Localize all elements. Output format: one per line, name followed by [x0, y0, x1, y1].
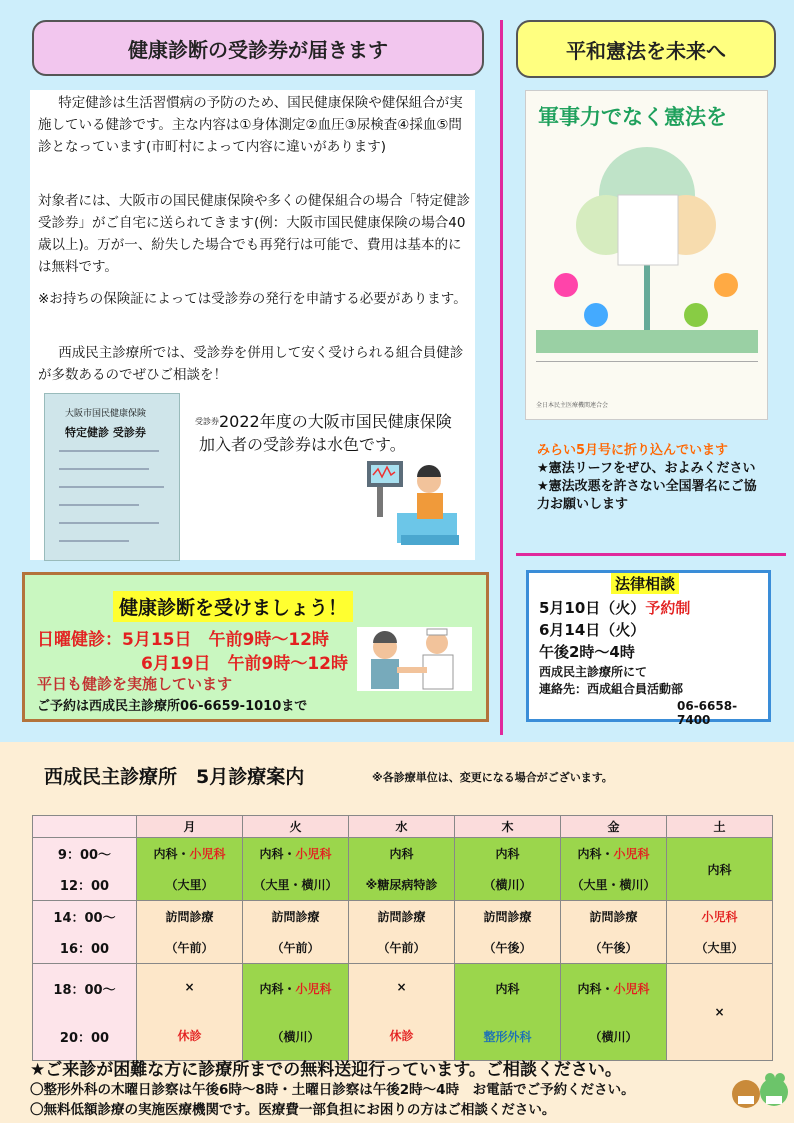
cell-service: 訪問診療: [165, 910, 214, 924]
cell-pediatrics: 小児科: [295, 847, 332, 861]
checkup-box: [22, 572, 489, 722]
schedule-cell: [137, 838, 243, 901]
cell-pediatrics: 小児科: [295, 981, 332, 996]
schedule-cell: [455, 838, 561, 901]
schedule-cell: [349, 964, 455, 1061]
legal-date-1: 5月10日（火）予約制: [539, 599, 691, 617]
footer-line-2: 〇整形外科の木曜日診察は午後6時～8時・土曜日診察は午後2時～4時 お電話でご予約ください。: [30, 1082, 635, 1098]
schedule-cell: [667, 964, 773, 1061]
cell-note: （午後）: [483, 941, 532, 955]
mirai-line3: ★憲法改悪を許さない全国署名にご協力お願いします: [537, 479, 757, 512]
cell-service: 訪問診療: [483, 910, 532, 924]
day-header: 木: [455, 816, 561, 838]
cell-note: 整形外科: [483, 1029, 532, 1044]
time-label: 9：00～: [57, 848, 112, 863]
cell-note: （午後）: [589, 941, 638, 955]
legal-contact: 連絡先：西成組合員活動部: [539, 682, 684, 696]
ticket-subtitle: 大阪市国民健康保険: [65, 409, 147, 419]
pink-divider-horizontal: [516, 553, 786, 556]
legal-title: 法律相談: [611, 573, 679, 594]
cell-service: ×: [184, 980, 195, 995]
doctor-illustration: [357, 627, 472, 691]
poster-artwork: [536, 135, 758, 353]
cell-note: ※糖尿病特診: [365, 878, 438, 892]
cell-service: 内科: [707, 862, 732, 877]
schedule-cell: [455, 901, 561, 964]
cell-service: [667, 908, 772, 925]
ticket-note-line2: 加入者の受診券は水色です。: [199, 435, 406, 454]
paragraph-2: 対象者には、大阪市の国民健康保険や多くの健保組合の場合「特定健診受診券」がご自宅に送られてきます(例：大阪市国民健康保険の場合40歳以上)。万が一、紛失した場合でも再発行は可能で、費用は基本的には無料です。: [38, 193, 470, 275]
mirai-line1: みらい5月号に折り込んでいます: [537, 443, 729, 458]
day-header: 水: [349, 816, 455, 838]
schedule-cell: [349, 838, 455, 901]
cell-service: ×: [714, 1005, 725, 1019]
time-slot-cell: [33, 901, 137, 964]
cell-service: 内科・小児科: [577, 847, 650, 861]
schedule-cell: [561, 838, 667, 901]
time-label: 20：00: [59, 1030, 110, 1046]
legal-time: 午後2時～4時: [539, 643, 635, 661]
cell-note: （午前）: [377, 941, 426, 955]
schedule-cell: [667, 901, 773, 964]
schedule-header-row: [33, 816, 773, 838]
cell-service: 内科・小児科: [577, 981, 650, 996]
day-header: 月: [137, 816, 243, 838]
cell-note: （大里・横川）: [571, 878, 656, 892]
cell-pediatrics: 小児科: [189, 847, 226, 861]
schedule-cell: [137, 901, 243, 964]
schedule-note: ※各診療単位は、変更になる場合がございます。: [372, 771, 613, 784]
ticket-note-line1: 2022年度の大阪市国民健康保険: [219, 412, 452, 431]
ticket-note-label: 受診券: [195, 417, 219, 426]
cell-service: 内科: [495, 847, 520, 861]
cell-service: ×: [396, 980, 407, 995]
cell-service: 訪問診療: [377, 910, 426, 924]
schedule-row: [33, 838, 773, 901]
weekday-checkup: 平日も健診を実施しています: [37, 675, 233, 693]
schedule-cell: [561, 901, 667, 964]
legal-place: 西成民主診療所にて: [539, 665, 648, 679]
cell-closed: [349, 1027, 454, 1044]
reservation-info: ご予約は西成民主診療所06-6659-1010まで: [37, 699, 308, 714]
cell-service: 内科・小児科: [153, 847, 226, 861]
time-label: 12：00: [59, 879, 110, 894]
time-label: 14：00～: [53, 911, 116, 926]
cell-pediatrics: 小児科: [701, 910, 738, 924]
sunday-date-2: 6月19日 午前9時～12時: [141, 654, 348, 674]
cell-note: （大里・横川）: [253, 878, 338, 892]
sunday-checkup: 日曜健診：5月15日 午前9時～12時: [37, 630, 329, 650]
schedule-cell: [243, 838, 349, 901]
legal-phone: 06-6658-7400: [677, 699, 738, 727]
time-slot-cell: [33, 838, 137, 901]
cell-note: （横川）: [271, 1029, 320, 1044]
paragraph-1: 特定健診は生活習慣病の予防のため、国民健康保険や健保組合が実施している健診です。主な内容は①身体測定②血圧③尿検査④採血⑤問診となっています(市町村によって内容に違いがあります): [38, 95, 463, 155]
ticket-title: 特定健診 受診券: [65, 426, 146, 439]
constitution-header: 平和憲法を未来へ: [516, 20, 776, 78]
footer-line-1: ★ご来診が困難な方に診療所までの無料送迎行っています。ご相談ください。: [30, 1060, 622, 1080]
legal-date-2: 6月14日（火）: [539, 621, 646, 639]
schedule-section: [0, 742, 794, 1123]
day-header: 土: [667, 816, 773, 838]
cell-service: 内科・小児科: [259, 847, 332, 861]
schedule-cell: [561, 964, 667, 1061]
schedule-title: 西成民主診療所 5月診療案内: [44, 766, 305, 788]
schedule-table: [32, 815, 773, 1061]
ticket-note: [195, 410, 452, 456]
checkup-box-title: 健康診断を受けましょう！: [113, 591, 353, 622]
time-slot-cell: [33, 964, 137, 1061]
poster-footer: [536, 361, 758, 413]
ticket-image: [44, 393, 180, 561]
schedule-row: [33, 964, 773, 1061]
constitution-poster: [525, 90, 768, 420]
cell-service: 訪問診療: [271, 910, 320, 924]
pink-divider-vertical: [500, 20, 503, 735]
schedule-cell: [137, 964, 243, 1061]
sunday-date-1: 5月15日 午前9時～12時: [122, 630, 329, 650]
footer-line-3: 〇無料低額診療の実施医療機関です。医療費一部負担にお困りの方はご相談ください。: [30, 1102, 556, 1118]
cell-note: （午前）: [271, 941, 320, 955]
schedule-cell: [243, 964, 349, 1061]
cell-note: （横川）: [483, 878, 532, 892]
cell-service: 内科: [495, 981, 520, 996]
patient-illustration: [357, 453, 460, 553]
paragraph-3: ※お持ちの保険証によっては受診券の発行を申請する必要があります。: [38, 291, 467, 307]
legal-consultation-box: [526, 570, 771, 727]
cell-service: 訪問診療: [589, 910, 638, 924]
cell-note: （大里）: [165, 878, 214, 892]
schedule-cell: [243, 901, 349, 964]
mirai-line2: ★憲法リーフをぜひ、およみください: [537, 461, 756, 476]
poster-title: 軍事力でなく憲法を: [538, 105, 727, 129]
time-label: 16：00: [59, 942, 110, 957]
schedule-cell: [667, 838, 773, 901]
poster-publisher: 全日本民主医療機関連合会: [536, 402, 609, 409]
cell-pediatrics: 小児科: [613, 847, 650, 861]
cell-closed: [137, 1027, 242, 1044]
cell-service: 内科: [389, 847, 414, 861]
cell-pediatrics: 小児科: [613, 981, 650, 996]
cell-service: 内科・小児科: [259, 981, 332, 996]
cell-note: （大里）: [695, 941, 744, 955]
paragraph-4: 西成民主診療所では、受診券を併用して安く受けられる組合員健診が多数あるのでぜひご相談を！: [38, 345, 464, 383]
cell-pediatrics: 休診: [177, 1028, 202, 1043]
schedule-row: [33, 901, 773, 964]
cell-pediatrics: 休診: [389, 1028, 414, 1043]
cell-note: （横川）: [589, 1029, 638, 1044]
checkup-header: 健康診断の受診券が届きます: [32, 20, 484, 76]
day-header: 火: [243, 816, 349, 838]
schedule-cell: [349, 901, 455, 964]
day-header: 金: [561, 816, 667, 838]
cell-note: （午前）: [165, 941, 214, 955]
mascot-illustration: [730, 1064, 790, 1114]
time-label: 18：00～: [53, 982, 116, 998]
reservation-required: 予約制: [645, 599, 691, 617]
mirai-body: [537, 460, 762, 514]
schedule-cell: [455, 964, 561, 1061]
corner-cell: [33, 816, 137, 838]
